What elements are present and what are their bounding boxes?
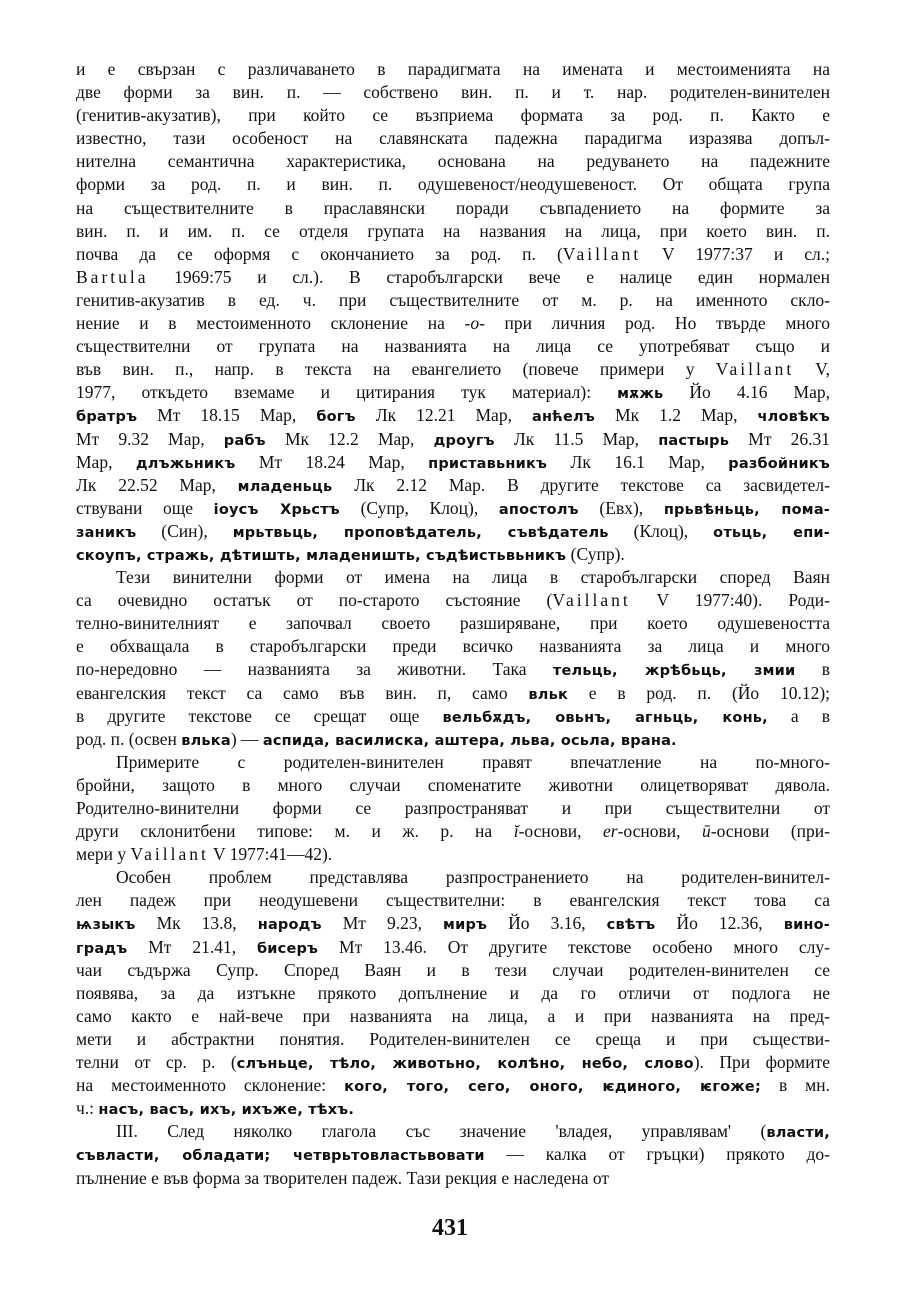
text-line — [76, 266, 830, 289]
old-bulgarian-word: влька — [181, 732, 231, 749]
text: Мт 9.32 Мар, — [76, 428, 224, 449]
text: Тези винителни форми от имена на лица в старобългарски според Ваян — [116, 567, 830, 588]
old-bulgarian-word: братръ — [76, 409, 138, 426]
old-bulgarian-word: власти, — [766, 1125, 830, 1142]
text: V 1977:37 и сл.; — [641, 243, 830, 264]
text: Мт 9.23, — [321, 913, 444, 934]
text-line — [76, 820, 830, 843]
text: V, — [794, 359, 830, 380]
text: бройни, защото в много случаи споменатите животни олицетворяват дявола. — [76, 774, 830, 795]
text: в мн. — [760, 1075, 830, 1096]
text: (Клоц), — [608, 520, 714, 541]
text-line — [76, 682, 830, 705]
text: 1969:75 и сл.). В старобългарски вече е налице един нормален — [148, 266, 830, 287]
text: Мар, — [76, 451, 136, 472]
text: — калка от гръцки) прякото до- — [484, 1144, 830, 1165]
old-bulgarian-word: мѫжь — [617, 386, 664, 403]
text: Лк 12.21 Мар, — [355, 405, 532, 426]
old-bulgarian-word: приставьникъ — [428, 455, 548, 472]
text: Лк 22.52 Мар, — [76, 474, 238, 495]
text-line — [76, 751, 830, 774]
text-line — [76, 150, 830, 173]
text: Лк 11.5 Мар, — [494, 428, 659, 449]
old-bulgarian-word: анћелъ — [531, 409, 595, 426]
text: (генитив-акузатив), при който се възприема формата за род. п. Както е — [76, 105, 830, 126]
text: V 1977:40). Роди- — [630, 590, 830, 611]
text-line — [76, 1028, 830, 1051]
text: Мк 12.2 Мар, — [265, 428, 434, 449]
italic-text: er — [603, 821, 618, 842]
old-bulgarian-word: отьць, епи- — [713, 524, 830, 541]
text-line — [76, 843, 830, 866]
old-bulgarian-word: вельбѫдъ, овьнъ, агньць, конь, — [442, 709, 768, 726]
old-bulgarian-word: скоупъ, стражь, дѣтишть, младеништь, съдѣистьвьникъ — [76, 547, 567, 564]
text: -основи (при- — [710, 821, 830, 842]
text: на съществителните в праславянски поради съвпадението на формите за — [76, 197, 830, 218]
text-line — [76, 104, 830, 127]
old-bulgarian-word: бисеръ — [256, 940, 319, 957]
text: Примерите с родителен-винителен правят впечатление на по-много- — [116, 751, 830, 772]
text: Мт 21.41, — [127, 936, 257, 957]
page-body — [76, 58, 830, 1190]
text: почва да се оформя с окончанието за род. п. ( — [76, 243, 563, 264]
paragraph — [76, 566, 830, 751]
text-line — [76, 1051, 830, 1074]
text-line — [76, 566, 830, 589]
text-line — [76, 705, 830, 728]
text: появява, за да изтъкне прякото допълнение и да го отличи от подлога не — [76, 982, 830, 1003]
text: са очевидно остатък от по-старото състояние ( — [76, 590, 553, 611]
text: пълнение е във форма за творителен падеж. Тази рекция е наследена от — [76, 1167, 609, 1188]
text-line — [76, 1005, 830, 1028]
text-line — [76, 474, 830, 497]
text: а в — [767, 705, 831, 726]
page-number: 431 — [432, 1215, 468, 1241]
text-line — [76, 358, 830, 381]
old-bulgarian-word: насъ, васъ, ихъ, ихъже, тѣхъ. — [98, 1102, 355, 1119]
old-bulgarian-word: длъжьникъ — [135, 455, 236, 472]
old-bulgarian-word: слъньце, тѣло, животьно, колѣно, небо, слово — [236, 1056, 694, 1073]
text: мети и абстрактни понятия. Родителен-винителен се среща и при съществи- — [76, 1028, 830, 1049]
old-bulgarian-word: пастырь — [658, 432, 730, 449]
text: Йо 4.16 Мар, — [663, 382, 831, 403]
italic-text: ĭ — [513, 821, 519, 842]
text-line — [76, 451, 830, 474]
old-bulgarian-word: народъ — [257, 917, 322, 934]
text-line — [76, 289, 830, 312]
text: само както е най-вече при названията на лица, а и при названията на пред- — [76, 1005, 830, 1026]
text-line — [76, 774, 830, 797]
text: ). При формите — [693, 1052, 831, 1073]
author-citation: Bartula — [76, 266, 149, 287]
text: е обхващала в старобългарски преди всичко названията за лица и много — [76, 636, 830, 657]
old-bulgarian-word: разбойникъ — [728, 455, 831, 472]
text: Мт 13.46. От другите текстове особено много слу- — [318, 936, 830, 957]
text-line — [76, 982, 830, 1005]
text-line — [76, 520, 830, 543]
text: е в род. п. (Йо 10.12); — [567, 682, 831, 703]
old-bulgarian-word: младеньць — [237, 478, 333, 495]
old-bulgarian-word: миръ — [443, 917, 488, 934]
text: лен падеж при неодушевени съществителни: в евангелския текст това са — [76, 890, 830, 911]
text-line — [76, 612, 830, 635]
italic-text: ū — [702, 821, 711, 842]
text-line — [76, 58, 830, 81]
old-bulgarian-word: заникъ — [76, 524, 137, 541]
text: във вин. п., напр. в текста на евангелието (повече примери у — [76, 359, 716, 380]
text-line — [76, 912, 830, 935]
text: в другите текстове се срещат още — [76, 705, 443, 726]
text-line — [76, 197, 830, 220]
paragraph — [76, 1120, 830, 1189]
text-line — [76, 81, 830, 104]
old-bulgarian-word: іоусъ Хрьстъ — [213, 501, 340, 518]
text-line — [76, 1143, 830, 1166]
paragraph — [76, 751, 830, 866]
old-bulgarian-word: ѩзыкъ — [76, 917, 136, 934]
paragraph — [76, 866, 830, 1120]
text: Мк 13.8, — [135, 913, 258, 934]
text: известно, тази особеност на славянската падежна парадигма изразява допъл- — [76, 128, 830, 149]
text: ч.: — [76, 1098, 99, 1119]
old-bulgarian-word: тельць, жрѣбьць, змии — [552, 663, 796, 680]
text-line — [76, 127, 830, 150]
text: Мт 18.24 Мар, — [235, 451, 429, 472]
old-bulgarian-word: съвласти, обладати; четврьтовластьвовати — [76, 1148, 485, 1165]
author-citation: Vaillant — [130, 844, 209, 865]
text: телни от ср. р. ( — [76, 1052, 237, 1073]
text: нение и в местоименното склонение на — [76, 313, 465, 334]
text-line — [76, 635, 830, 658]
text: генитив-акузатив в ед. ч. при съществителните от м. р. на именното скло- — [76, 289, 830, 310]
text-line — [76, 404, 830, 427]
text-line — [76, 1074, 830, 1097]
text: Лк 16.1 Мар, — [547, 451, 729, 472]
text: ) — — [230, 728, 263, 749]
text-line — [76, 959, 830, 982]
text: Родително-винителни форми се разпространяват и при съществителни от — [76, 798, 830, 818]
text: други склонитбени типове: м. и ж. р. на — [76, 821, 514, 842]
text-line — [76, 173, 830, 196]
text-line — [76, 866, 830, 889]
text: и е свързан с различаването в парадигмата на имената и местоименията на — [76, 59, 830, 79]
old-bulgarian-word: мрьтвьць, проповѣдатель, съвѣдатель — [232, 524, 609, 541]
text-line — [76, 428, 830, 451]
text: (Син), — [136, 520, 233, 541]
text-line — [76, 381, 830, 404]
text-line — [76, 335, 830, 358]
text: съществителни от групата на названията на лица се употребяват също и — [76, 336, 830, 357]
text: Йо 12.36, — [655, 913, 784, 934]
text: форми за род. п. и вин. п. одушевеност/неодушевеност. От общата група — [76, 174, 830, 195]
old-bulgarian-word: чловѣкъ — [757, 409, 830, 426]
author-citation: Vaillant — [715, 359, 795, 380]
text: 1977, откъдето вземаме и цитирания тук материал): — [76, 382, 618, 403]
paragraph — [76, 58, 830, 566]
old-bulgarian-word: кого, того, сего, оного, ѥдиного, ѥгоже; — [344, 1079, 761, 1096]
text-line — [76, 1167, 830, 1190]
text-line — [76, 589, 830, 612]
text: Особен проблем представлява разпространението на родителен-винител- — [116, 867, 830, 888]
text: Мт 26.31 — [729, 428, 830, 449]
text: (Евх), — [578, 497, 664, 518]
text: Мт 18.15 Мар, — [137, 405, 317, 426]
text-line — [76, 220, 830, 243]
text: III. След няколко глагола със значение 'владея, управлявам' ( — [116, 1121, 767, 1142]
text-line — [76, 1120, 830, 1143]
text: две форми за вин. п. — собствено вин. п. и т. нар. родителен-винителен — [76, 82, 830, 103]
italic-text: -о- — [464, 313, 485, 334]
text: чаи съдържа Супр. Според Ваян и в тези случаи родителен-винителен се — [76, 959, 830, 980]
text: при личния род. Но твърде много — [484, 313, 831, 334]
text-line — [76, 889, 830, 912]
text: Лк 2.12 Мар. В другите текстове са засвидетел- — [332, 474, 830, 495]
author-citation: Vaillant — [552, 590, 631, 611]
text: род. п. (освен — [76, 728, 182, 749]
text-line — [76, 312, 830, 335]
text-line — [76, 936, 830, 959]
text-line — [76, 728, 830, 751]
text: (Супр, Клоц), — [339, 497, 499, 518]
text: -основи, — [617, 821, 703, 842]
text: ствувани още — [76, 497, 214, 518]
text: в — [795, 659, 831, 680]
text-line — [76, 1097, 830, 1120]
text-line — [76, 658, 830, 681]
old-bulgarian-word: дроугъ — [433, 432, 495, 449]
text: телно-винителният е започвал своето разширяване, при което одушевеността — [76, 613, 830, 634]
old-bulgarian-word: рабъ — [223, 432, 266, 449]
text: -основи, — [518, 821, 604, 842]
text-line — [76, 243, 830, 266]
old-bulgarian-word: вино- — [783, 917, 831, 934]
text: Мк 1.2 Мар, — [594, 405, 758, 426]
old-bulgarian-word: аспида, василиска, аштера, льва, осьла, врана. — [262, 732, 677, 749]
text-line — [76, 497, 830, 520]
old-bulgarian-word: апостолъ — [498, 501, 579, 518]
text: нителна семантична характеристика, основана на редуването на падежните — [76, 151, 830, 172]
text: V 1977:41—42). — [208, 844, 333, 865]
old-bulgarian-word: вльк — [528, 686, 568, 703]
text: мери у — [76, 844, 131, 865]
old-bulgarian-word: прьвѣньць, пома- — [663, 501, 831, 518]
text: Йо 3.16, — [487, 913, 607, 934]
old-bulgarian-word: свѣтъ — [606, 917, 656, 934]
text: (Супр). — [566, 543, 625, 564]
text: евангелския текст са само във вин. п, само — [76, 682, 529, 703]
author-citation: Vaillant — [562, 243, 642, 264]
text: по-нередовно — названията за животни. Така — [76, 659, 553, 680]
text: вин. п. и им. п. се отделя групата на названия на лица, при което вин. п. — [76, 220, 830, 241]
old-bulgarian-word: градъ — [76, 940, 128, 957]
text-line — [76, 543, 830, 566]
text-line — [76, 797, 830, 820]
old-bulgarian-word: богъ — [316, 409, 356, 426]
text: на местоименното склонение: — [76, 1075, 345, 1096]
